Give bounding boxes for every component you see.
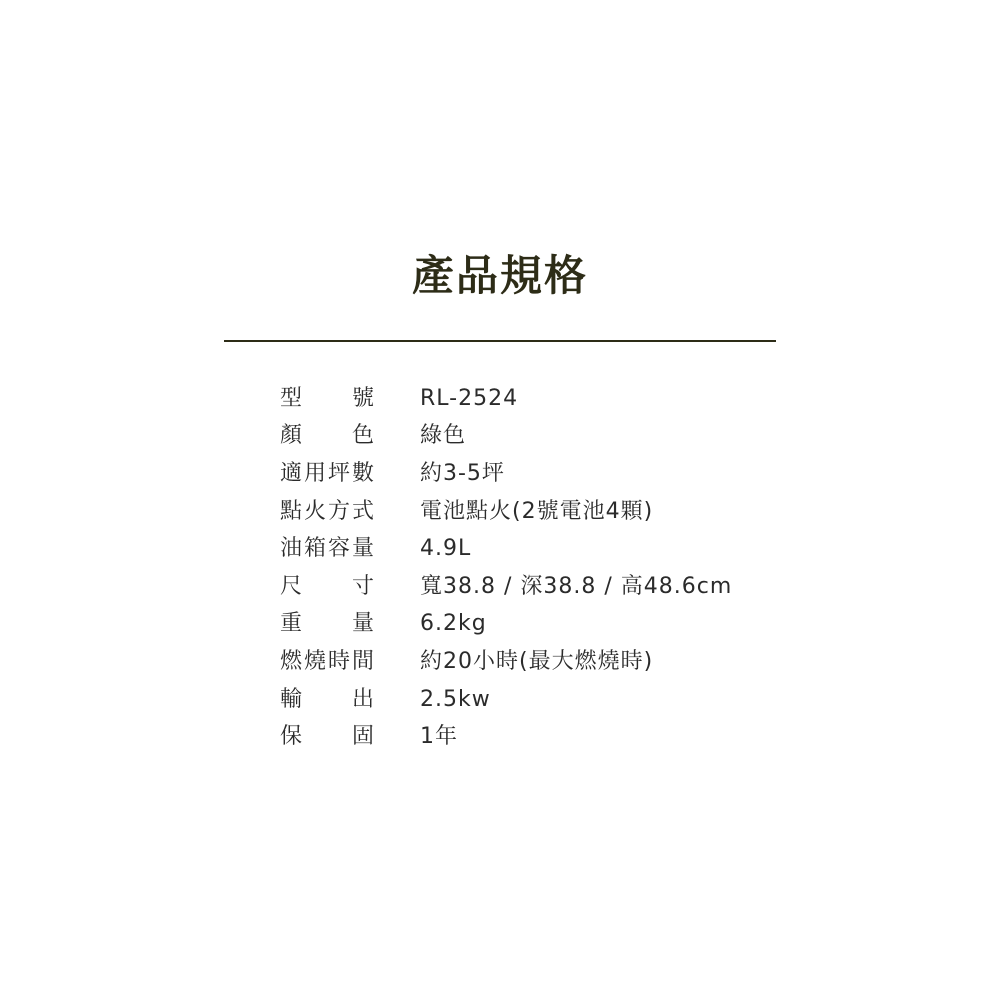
- spec-value: 約3-5坪: [420, 460, 505, 486]
- spec-label: 輸 出: [280, 686, 374, 712]
- spec-row-output: [280, 681, 760, 719]
- spec-value: 綠色: [420, 423, 467, 449]
- spec-value: 約20小時(最大燃燒時): [420, 648, 654, 674]
- spec-value: 6.2kg: [420, 611, 487, 637]
- spec-row-weight: [280, 606, 760, 644]
- spec-label: 重 量: [280, 611, 374, 637]
- spec-label: 燃 燒 時 間: [280, 648, 374, 674]
- page-title: 產品規格: [411, 251, 588, 300]
- spec-label: 點 火 方 式: [280, 498, 374, 524]
- spec-label: 保 固: [280, 724, 374, 750]
- spec-row-tank: [280, 530, 760, 568]
- spec-value: 寬38.8 / 深38.8 / 高48.6cm: [420, 573, 733, 599]
- spec-value: 4.9L: [420, 536, 472, 562]
- spec-label: 適 用 坪 數: [280, 460, 374, 486]
- spec-list: [280, 380, 760, 756]
- spec-row-burn-time: [280, 643, 760, 681]
- spec-label: 油 箱 容 量: [280, 536, 374, 562]
- spec-row-area: [280, 455, 760, 493]
- spec-row-size: [280, 568, 760, 606]
- spec-label: 尺 寸: [280, 573, 374, 599]
- spec-row-warranty: [280, 718, 760, 756]
- spec-label: 型 號: [280, 385, 374, 411]
- spec-value: 2.5kw: [420, 686, 491, 712]
- spec-value: 電池點火(2號電池4顆): [420, 498, 654, 524]
- spec-value: RL-2524: [420, 385, 519, 411]
- title-divider: [224, 340, 776, 342]
- spec-row-model: [280, 380, 760, 418]
- spec-row-ignition: [280, 493, 760, 531]
- spec-row-color: [280, 418, 760, 456]
- spec-value: 1年: [420, 724, 458, 750]
- spec-label: 顏 色: [280, 423, 374, 449]
